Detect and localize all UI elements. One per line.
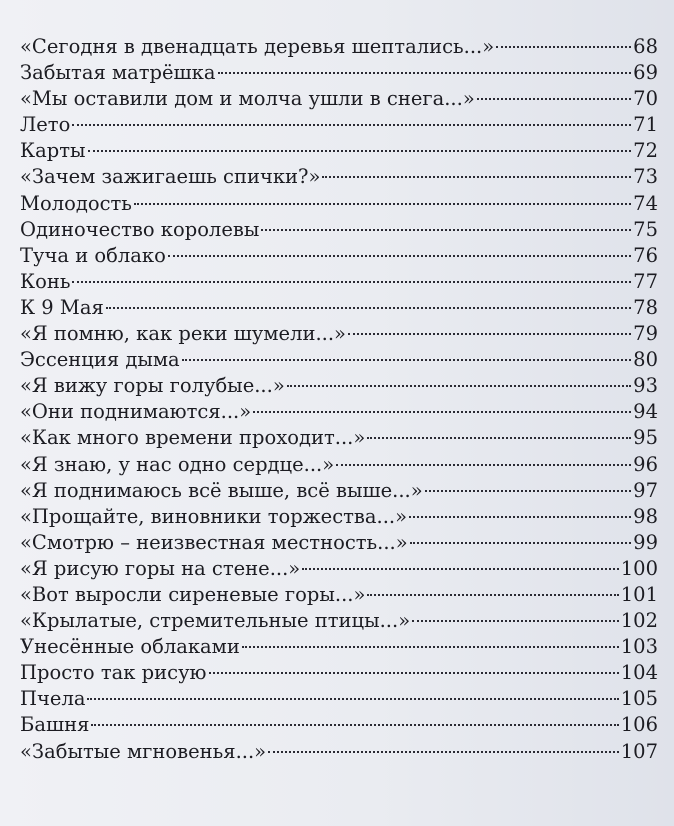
toc-entry-page-number: 106	[620, 713, 658, 737]
dot-leader	[72, 281, 631, 283]
dot-leader	[253, 411, 631, 413]
dot-leader	[72, 124, 631, 126]
toc-entry-page-number: 104	[620, 661, 658, 685]
toc-entry-page-number: 101	[620, 582, 658, 606]
toc-entry-page-number: 103	[620, 635, 658, 659]
toc-entry	[20, 504, 658, 530]
dot-leader	[87, 698, 618, 700]
toc-entry-page-number: 80	[633, 348, 658, 372]
toc-entry-page-number: 99	[633, 530, 658, 554]
toc-entry-page-number: 98	[633, 504, 658, 528]
dot-leader	[209, 672, 619, 674]
toc-entry-title: Забытая матрёшка	[20, 61, 216, 85]
toc-entry	[20, 556, 658, 582]
toc-entry-title: Одиночество королевы	[20, 217, 260, 241]
dot-leader	[182, 359, 632, 361]
dot-leader	[268, 751, 619, 753]
toc-entry-title: «Смотрю – неизвестная местность...»	[20, 530, 408, 554]
toc-entry-title: Конь	[20, 269, 71, 293]
dot-leader	[477, 98, 631, 100]
dot-leader	[218, 72, 632, 74]
toc-entry-title: Башня	[20, 713, 90, 737]
toc-entry-title: «Я поднимаюсь всё выше, всё выше...»	[20, 478, 423, 502]
toc-entry-title: «Прощайте, виновники торжества...»	[20, 504, 408, 528]
toc-entry	[20, 660, 658, 686]
toc-entry-title: «Крылатые, стремительные птицы...»	[20, 609, 411, 633]
toc-entry-title: К 9 Мая	[20, 295, 104, 319]
toc-entry-title: Эссенция дыма	[20, 348, 180, 372]
toc-entry-page-number: 71	[633, 113, 658, 137]
toc-entry-page-number: 100	[620, 556, 658, 580]
toc-entry-page-number: 95	[633, 426, 658, 450]
toc-entry	[20, 373, 658, 399]
toc-entry	[20, 164, 658, 190]
toc-entry-page-number: 79	[633, 322, 658, 346]
toc-entry	[20, 399, 658, 425]
toc-entry-page-number: 78	[633, 295, 658, 319]
toc-entry-page-number: 70	[633, 87, 658, 111]
toc-entry-title: «Сегодня в двенадцать деревья шептались...»	[20, 35, 495, 58]
toc-entry	[20, 269, 658, 295]
toc-entry	[20, 425, 658, 451]
toc-entry-page-number: 73	[633, 165, 658, 189]
toc-entry	[20, 686, 658, 712]
toc-entry-title: Лето	[20, 113, 71, 137]
dot-leader	[367, 437, 631, 439]
toc-entry	[20, 582, 658, 608]
dot-leader	[425, 490, 632, 492]
toc-entry-title: «Зачем зажигаешь спички?»	[20, 165, 321, 189]
toc-entry-title: «Забытые мгновенья...»	[20, 739, 267, 763]
toc-entry	[20, 452, 658, 478]
toc-entry-title: Туча и облако	[20, 243, 166, 267]
toc-entry-title: «Я рисую горы на стене...»	[20, 556, 301, 580]
dot-leader	[134, 203, 631, 205]
toc-entry	[20, 86, 658, 112]
toc-entry	[20, 739, 658, 765]
dot-leader	[88, 150, 632, 152]
toc-entry-page-number: 93	[633, 374, 658, 398]
dot-leader	[261, 229, 631, 231]
dot-leader	[348, 333, 631, 335]
toc-entry-page-number: 69	[633, 61, 658, 85]
toc-entry-page-number: 77	[633, 269, 658, 293]
dot-leader	[367, 594, 618, 596]
toc-entry	[20, 217, 658, 243]
toc-entry	[20, 347, 658, 373]
dot-leader	[322, 176, 631, 178]
toc-entry	[20, 243, 658, 269]
dot-leader	[168, 255, 631, 257]
toc-entry-title: Молодость	[20, 191, 132, 215]
dot-leader	[336, 464, 631, 466]
toc-entry	[20, 712, 658, 738]
toc-entry-page-number: 68	[633, 35, 658, 58]
toc-entry	[20, 295, 658, 321]
toc-entry-title: «Как много времени проходит...»	[20, 426, 366, 450]
dot-leader	[106, 307, 631, 309]
toc-entry	[20, 112, 658, 138]
dot-leader	[242, 646, 619, 648]
toc-entry	[20, 60, 658, 86]
toc-entry-page-number: 105	[620, 687, 658, 711]
toc-entry-title: Пчела	[20, 687, 86, 711]
toc-entry-page-number: 94	[633, 400, 658, 424]
toc-entry-title: «Я вижу горы голубые...»	[20, 374, 285, 398]
toc-entry	[20, 191, 658, 217]
toc-entry-title: «Я знаю, у нас одно сердце...»	[20, 452, 335, 476]
toc-entry-page-number: 102	[620, 609, 658, 633]
toc-entry	[20, 34, 658, 60]
toc-entry-title: «Мы оставили дом и молча ушли в снега...»	[20, 87, 475, 111]
dot-leader	[496, 46, 631, 48]
toc-entry-page-number: 72	[633, 139, 658, 163]
dot-leader	[287, 385, 631, 387]
dot-leader	[412, 620, 619, 622]
toc-entry-title: «Вот выросли сиреневые горы...»	[20, 582, 366, 606]
dot-leader	[409, 516, 631, 518]
toc-entry	[20, 608, 658, 634]
table-of-contents	[20, 34, 658, 765]
toc-entry	[20, 478, 658, 504]
toc-entry-title: Карты	[20, 139, 86, 163]
toc-entry-title: «Я помню, как реки шумели...»	[20, 322, 346, 346]
toc-entry-title: Просто так рисую	[20, 661, 207, 685]
toc-entry	[20, 321, 658, 347]
toc-entry	[20, 634, 658, 660]
dot-leader	[410, 542, 631, 544]
toc-entry-page-number: 107	[620, 739, 658, 763]
dot-leader	[91, 724, 618, 726]
toc-entry-title: Унесённые облаками	[20, 635, 240, 659]
dot-leader	[302, 568, 619, 570]
toc-entry	[20, 530, 658, 556]
toc-entry	[20, 138, 658, 164]
toc-entry-title: «Они поднимаются...»	[20, 400, 252, 424]
toc-entry-page-number: 74	[633, 191, 658, 215]
toc-entry-page-number: 97	[633, 478, 658, 502]
toc-entry-page-number: 76	[633, 243, 658, 267]
toc-entry-page-number: 96	[633, 452, 658, 476]
toc-entry-page-number: 75	[633, 217, 658, 241]
